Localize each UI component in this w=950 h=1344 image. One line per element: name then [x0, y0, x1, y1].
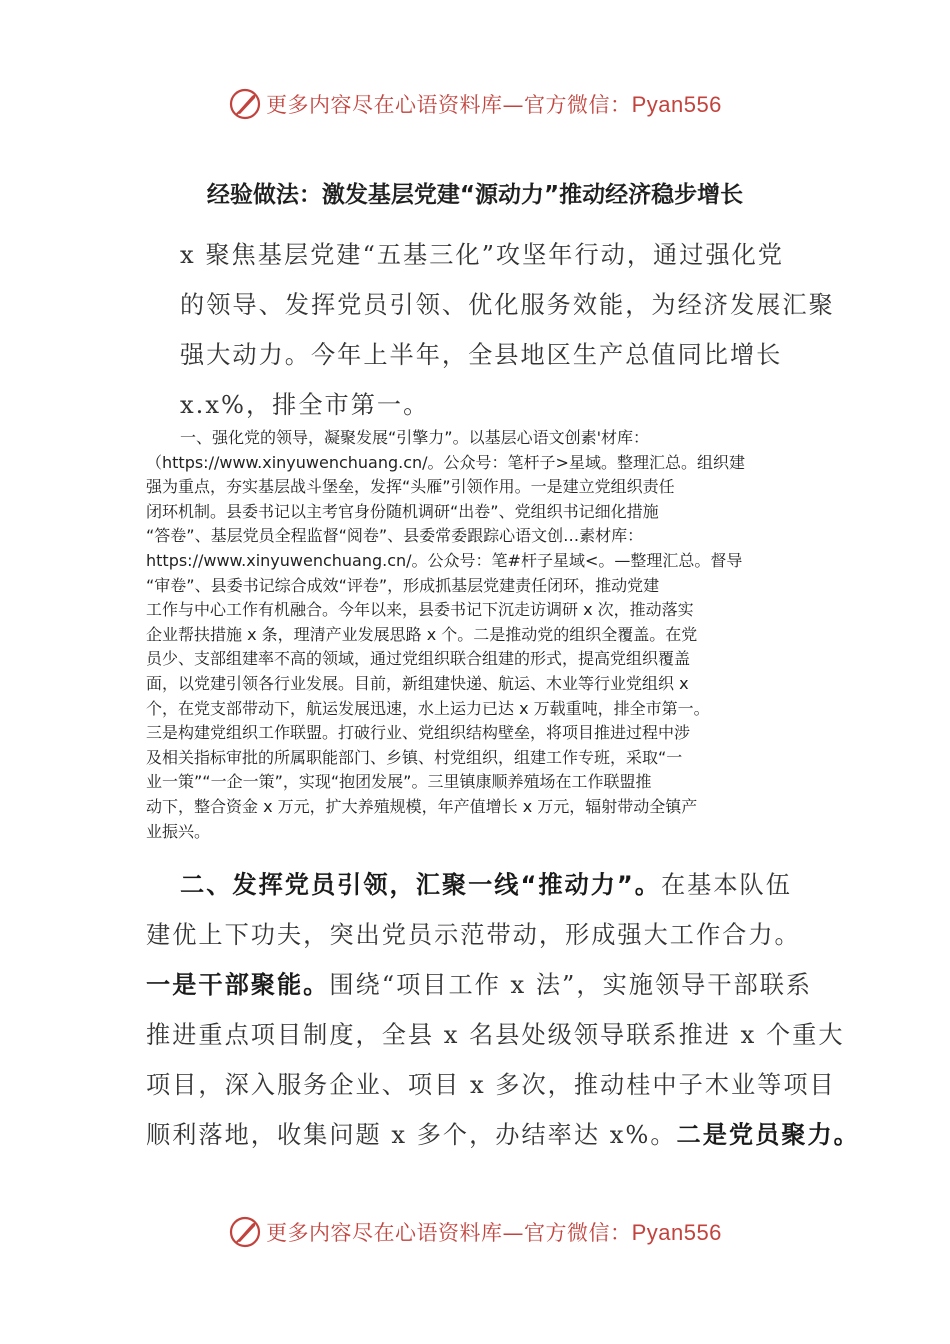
intro-line: 的领导、发挥党员引领、优化服务效能，为经济发展汇聚 — [180, 291, 835, 319]
section1-line: https://www.xinyuwenchuang.cn/。公众号：笔#杆子星域<。—整理汇总。督导 — [146, 550, 743, 570]
section1-line: （https://www.xinyuwenchuang.cn/。公众号：笔杆子>星域。整理汇总。组织建 — [146, 452, 745, 472]
section1-line: 面，以党建引领各行业发展。目前，新组建快递、航运、木业等行业党组织 x — [146, 673, 689, 693]
section1-line: 工作与中心工作有机融合。今年以来，县委书记下沉走访调研 x 次，推动落实 — [146, 600, 694, 620]
section1-line: “审卷”、县委书记综合成效“评卷”，形成抓基层党建责任闭环，推动党建 — [146, 575, 660, 595]
footer-banner-text — [266, 1217, 722, 1247]
intro-line: x 聚焦基层党建“五基三化”攻坚年行动，通过强化党 — [180, 241, 784, 269]
section1-line: 个，在党支部带动下，航运发展迅速，水上运力已达 x 万载重吨，排全市第一。 — [146, 698, 710, 718]
footer-banner — [0, 1212, 950, 1252]
footer-banner-label: 更多内容尽在心语资料库—官方微信： — [266, 1221, 632, 1245]
section1-line: 及相关指标审批的所属职能部门、乡镇、村党组织，组建工作专班，采取“一 — [146, 747, 683, 767]
section1-line: 动下，整合资金 x 万元，扩大养殖规模，年产值增长 x 万元，辐射带动全镇产 — [146, 796, 698, 816]
section1-line: 业振兴。 — [146, 821, 211, 841]
point1-label: 一是干部聚能。 — [146, 971, 330, 999]
section1-paragraph — [146, 426, 814, 844]
section1-line: 闭环机制。县委书记以主考官身份随机调研“出卷”、党组织书记细化措施 — [146, 501, 659, 521]
section1-line: 业一策”“一企一策”，实现“抱团发展”。三里镇康顺养殖场在工作联盟推 — [146, 772, 652, 792]
section2-paragraph — [146, 860, 860, 1160]
header-banner-text — [266, 89, 722, 119]
section1-line: 三是构建党组织工作联盟。打破行业、党组织结构壁垒，将项目推进过程中涉 — [146, 723, 691, 743]
section2-line: 建优上下功夫，突出党员示范带动，形成强大工作合力。 — [146, 921, 801, 949]
section2-line — [146, 1110, 860, 1160]
quill-logo-icon — [228, 1215, 262, 1249]
section1-line: 一、强化党的领导，凝聚发展“引擎力”。以基层心语文创素'材库： — [180, 428, 649, 447]
intro-line: x.x%，排全市第一。 — [180, 391, 430, 419]
header-banner-label: 更多内容尽在心语资料库—官方微信： — [266, 93, 632, 117]
point2-label: 二是党员聚力。 — [676, 1121, 860, 1149]
section2-line — [146, 860, 826, 910]
section1-line: “答卷”、基层党员全程监督“阅卷”、县委常委跟踪心语文创…素材库： — [146, 526, 644, 546]
document-title: 经验做法：激发基层党建“源动力”推动经济稳步增长 — [206, 182, 744, 208]
intro-paragraph — [146, 230, 835, 430]
header-wechat-id: Pyan556 — [631, 92, 722, 117]
section2-line: 项目，深入服务企业、项目 x 多次，推动桂中子木业等项目 — [146, 1071, 836, 1099]
section2-line1-rest: 在基本队伍 — [660, 871, 792, 899]
section1-line: 员少、支部组建率不高的领域，通过党组织联合组建的形式，提高党组织覆盖 — [146, 649, 691, 669]
section2-heading: 二、发挥党员引领，汇聚一线“推动力”。 — [180, 871, 661, 899]
header-banner — [0, 84, 950, 124]
intro-line: 强大动力。今年上半年，全县地区生产总值同比增长 — [180, 341, 783, 369]
section2-line3-rest: 围绕“项目工作 x 法”，实施领导干部联系 — [329, 971, 813, 999]
footer-wechat-id: Pyan556 — [631, 1220, 722, 1245]
quill-logo-icon — [228, 87, 262, 121]
section1-line: 强为重点，夯实基层战斗堡垒，发挥“头雁”引领作用。一是建立党组织责任 — [146, 477, 675, 497]
section2-line — [146, 960, 826, 1010]
section1-line: 企业帮扶措施 x 条，理清产业发展思路 x 个。二是推动党的组织全覆盖。在党 — [146, 624, 698, 644]
section2-line: 推进重点项目制度，全县 x 名县处级领导联系推进 x 个重大 — [146, 1021, 845, 1049]
section2-line6-start: 顺利落地，收集问题 x 多个，办结率达 x%。 — [146, 1121, 677, 1149]
